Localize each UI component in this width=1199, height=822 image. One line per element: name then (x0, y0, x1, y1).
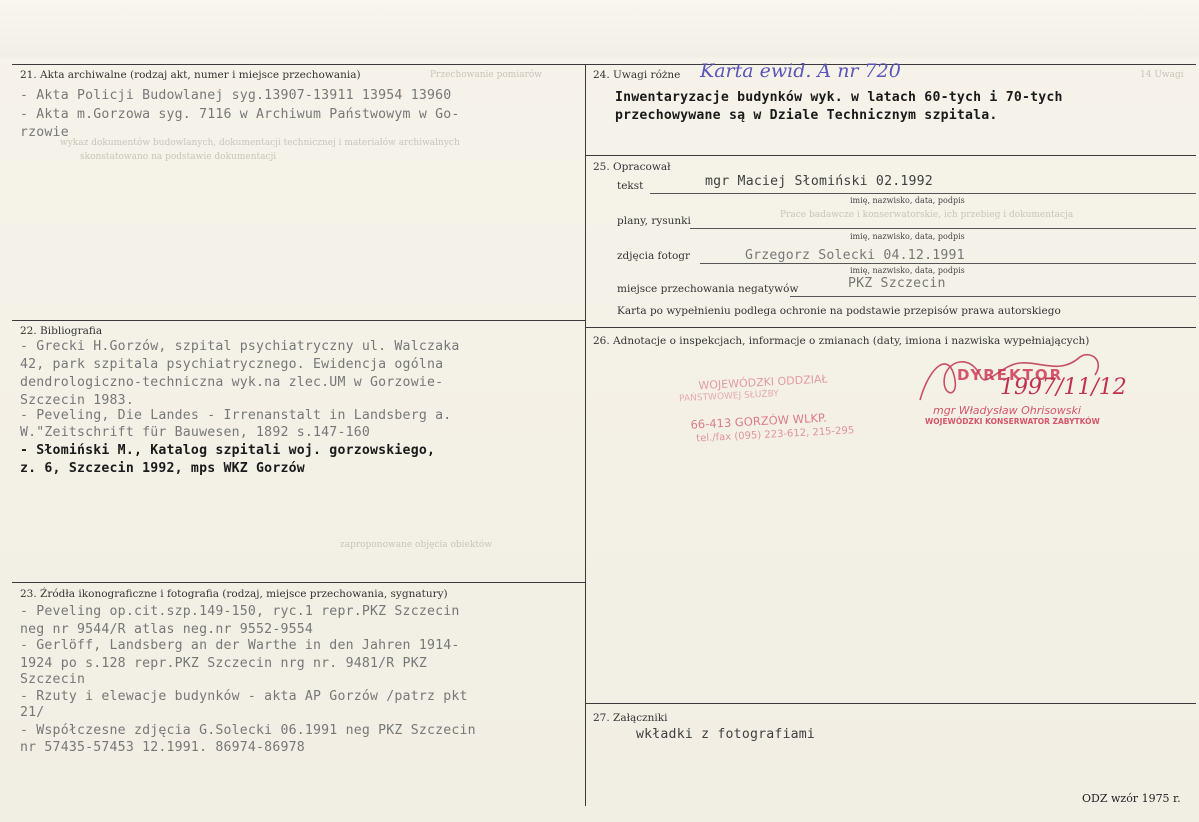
archive-line-2: - Akta m.Gorzowa syg. 7116 w Archiwum Państwowym w Go- (20, 107, 460, 122)
plans-author-line (690, 228, 1196, 229)
handwritten-card-number: Karta ewid. A nr 720 (700, 60, 901, 82)
remarks-line-1: Inwentaryzacje budynków wyk. w latach 60-tych i 70-tych (615, 90, 1063, 105)
bibliography-line-5: - Peveling, Die Landes - Irrenanstalt in Landsberg a. (20, 408, 452, 423)
iconography-line-9: nr 57435-57453 12.1991. 86974-86978 (20, 740, 305, 755)
iconography-line-1: - Peveling op.cit.szp.149-150, ryc.1 repr.PKZ Szczecin (20, 604, 460, 619)
stamp-director-name: mgr Władysław Ohrisowski (933, 404, 1081, 417)
bleed-through-text: wykaz dokumentów budowlanych, dokumentacji technicznej i materiałów archiwalnych (60, 138, 460, 148)
divider-25-26 (585, 327, 1196, 328)
section-24-label: 24. Uwagi różne (593, 69, 681, 81)
caption-signature: imię, nazwisko, data, podpis (850, 196, 965, 205)
iconography-line-3: - Gerlöff, Landsberg an der Warthe in den Jahren 1914- (20, 638, 460, 653)
text-author-value: mgr Maciej Słomiński 02.1992 (705, 174, 933, 189)
photos-author-value: Grzegorz Solecki 04.12.1991 (745, 248, 965, 263)
bleed-through-text: skonstatowano na podstawie dokumentacji (80, 152, 277, 162)
iconography-line-7: 21/ (20, 705, 45, 720)
photos-author-line (700, 263, 1196, 264)
plans-author-label: plany, rysunki (617, 215, 691, 227)
card-top-margin (0, 0, 1199, 58)
bibliography-line-8: z. 6, Szczecin 1992, mps WKZ Gorzów (20, 461, 305, 476)
divider-21-22 (12, 320, 585, 321)
bibliography-line-4: Szczecin 1983. (20, 393, 134, 408)
iconography-line-4: 1924 po s.128 repr.PKZ Szczecin nrg nr. 9481/R PKZ (20, 656, 427, 671)
signature-date: 1997/11/12 (1000, 375, 1127, 400)
stamp-line-1: WOJEWÓDZKI ODDZIAŁ (698, 372, 828, 393)
bibliography-line-3: dendrologiczno-techniczna wyk.na zlec.UM w Gorzowie- (20, 375, 444, 390)
caption-signature: imię, nazwisko, data, podpis (850, 232, 965, 241)
bibliography-line-7: - Słomiński M., Katalog szpitali woj. gorzowskiego, (20, 443, 436, 458)
iconography-line-2: neg nr 9544/R atlas neg.nr 9552-9554 (20, 622, 314, 637)
archive-line-3: rzowie (20, 125, 69, 140)
text-author-line (650, 193, 1196, 194)
bleed-through-text: Przechowanie pomiarów (430, 70, 542, 80)
bleed-through-text: Prace badawcze i konserwatorskie, ich przebieg i dokumentacja (780, 210, 1074, 220)
stamp-director-role: WOJEWÓDZKI KONSERWATOR ZABYTKÓW (925, 417, 1100, 426)
photos-author-label: zdjęcia fotogr (617, 250, 691, 262)
bleed-through-text: 14 Uwagi (1140, 70, 1184, 80)
stamp-director-title: DYREKTOR (957, 366, 1064, 384)
iconography-line-6: - Rzuty i elewacje budynków - akta AP Gorzów /patrz pkt (20, 689, 468, 704)
divider-26-27 (585, 703, 1196, 704)
stamp-line-3: 66-413 GORZÓW WLKP. (690, 410, 828, 432)
text-author-label: tekst (617, 180, 644, 192)
top-border (12, 64, 1196, 65)
section-22-label: 22. Bibliografia (20, 325, 103, 337)
negatives-location-value: PKZ Szczecin (848, 276, 946, 291)
section-26-label: 26. Adnotacje o inspekcjach, informacje o zmianach (daty, imiona i nazwiska wypełniających) (593, 335, 1090, 347)
archive-line-1: - Akta Policji Budowlanej syg.13907-13911 13954 13960 (20, 88, 452, 103)
negatives-location-label: miejsce przechowania negatywów (617, 283, 799, 295)
copyright-note: Karta po wypełnieniu podlega ochronie na podstawie przepisów prawa autorskiego (617, 305, 1061, 317)
remarks-line-2: przechowywane są w Dziale Technicznym szpitala. (615, 108, 998, 123)
stamp-line-4: tel./fax (095) 223-612, 215-295 (695, 425, 855, 445)
bibliography-line-6: W."Zeitschrift für Bauwesen, 1892 s.147-160 (20, 425, 371, 440)
negatives-location-line (790, 296, 1196, 297)
iconography-line-8: - Współczesne zdjęcia G.Solecki 06.1991 neg PKZ Szczecin (20, 723, 476, 738)
section-23-label: 23. Źródła ikonograficzne i fotografia (rodzaj, miejsce przechowania, sygnatury) (20, 588, 448, 600)
form-version: ODZ wzór 1975 r. (1082, 792, 1181, 805)
divider-22-23 (12, 582, 585, 583)
attachments-value: wkładki z fotografiami (636, 727, 816, 742)
office-stamp (678, 370, 882, 455)
caption-signature: imię, nazwisko, data, podpis (850, 266, 965, 275)
section-21-label: 21. Akta archiwalne (rodzaj akt, numer i miejsce przechowania) (20, 69, 361, 81)
bleed-through-text: zaproponowane objęcia obiektów (340, 540, 493, 550)
bibliography-line-1: - Grecki H.Gorzów, szpital psychiatryczny ul. Walczaka (20, 339, 460, 354)
iconography-line-5: Szczecin (20, 672, 86, 687)
bibliography-line-2: 42, park szpitala psychiatrycznego. Ewidencja ogólna (20, 357, 444, 372)
section-25-label: 25. Opracował (593, 161, 671, 173)
center-divider (585, 64, 586, 806)
divider-24-25 (585, 155, 1196, 156)
stamp-line-2: PAŃSTWOWEJ SŁUŻBY (678, 389, 780, 405)
section-27-label: 27. Załączniki (593, 712, 668, 724)
